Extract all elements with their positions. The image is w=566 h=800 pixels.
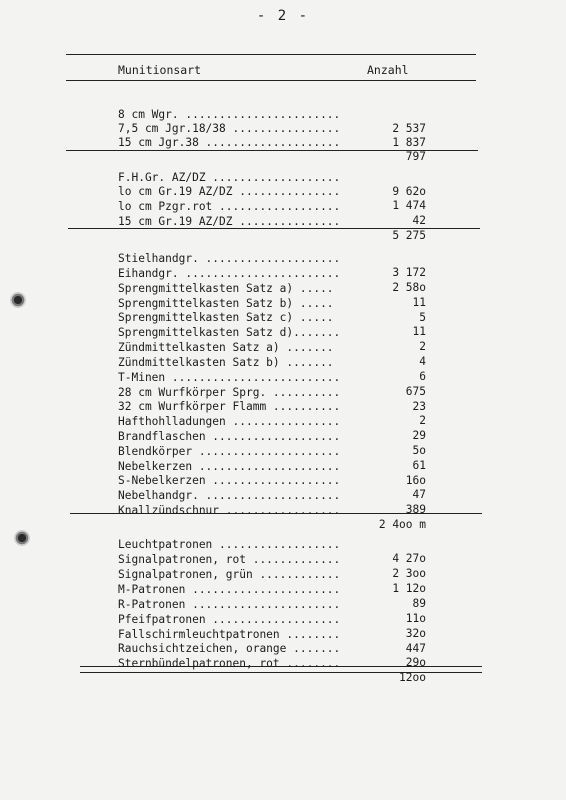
item-label: Pfeifpatronen ................... [118,613,341,626]
page-number: - 2 - [256,8,310,24]
item-label: Sprengmittelkasten Satz a) ..... [118,282,334,295]
item-count: 5 275 [392,229,426,242]
item-count: 797 [405,150,426,163]
item-count: 23 [412,400,426,413]
item-label: Knallzündschnur ................. [118,504,341,517]
item-label: Blendkörper ..................... [118,445,341,458]
item-count: 4 [419,355,426,368]
item-count: 11 [412,296,426,309]
item-label: Fallschirmleuchtpatronen ........ [118,628,341,641]
item-label: Sprengmittelkasten Satz c) ..... [118,311,334,324]
item-label: 15 cm Jgr.38 .................... [118,136,341,149]
item-label: R-Patronen ...................... [118,598,341,611]
item-label: 7,5 cm Jgr.18/38 ................ [118,122,341,135]
item-label: M-Patronen ...................... [118,583,341,596]
item-count: 2 [419,414,426,427]
item-label: Rauchsichtzeichen, orange ....... [118,642,341,655]
item-count: 12oo [399,671,426,684]
item-count: 2 537 [392,122,426,135]
item-count: 1 837 [392,136,426,149]
item-count: 3 172 [392,266,426,279]
item-label: Zündmittelkasten Satz a) ....... [118,341,334,354]
item-count: 61 [412,459,426,472]
item-label: S-Nebelkerzen ................... [118,474,341,487]
item-count: 2 58o [392,281,426,294]
item-count: 2 3oo [392,567,426,580]
item-count: 29 [412,429,426,442]
item-count: 42 [412,214,426,227]
item-label: Signalpatronen, rot ............. [118,553,341,566]
item-count: 1 474 [392,199,426,212]
item-label: 15 cm Gr.19 AZ/DZ ............... [118,215,341,228]
item-label: Sprengmittelkasten Satz b) ..... [118,297,334,310]
item-count: 4 27o [392,552,426,565]
item-label: Sprengmittelkasten Satz d)....... [118,326,341,339]
punch-hole [14,530,30,546]
item-label: T-Minen ......................... [118,371,341,384]
item-count: 5o [412,444,426,457]
item-count: 6 [419,370,426,383]
item-count: 447 [405,642,426,655]
header-rule [66,80,476,81]
item-count: 675 [405,385,426,398]
item-label: lo cm Pzgr.rot .................. [118,200,341,213]
column-header-type: Munitionsart [118,63,202,77]
item-count: 11 [412,325,426,338]
item-label: 8 cm Wgr. ....................... [118,108,341,121]
item-label: Leuchtpatronen .................. [118,538,341,551]
item-count: 2 [419,340,426,353]
item-count: 32o [405,627,426,640]
item-count: 47 [412,488,426,501]
item-label: Eihandgr. ....................... [118,267,341,280]
item-count: 389 [405,503,426,516]
item-count: 1 12o [392,582,426,595]
punch-hole [10,292,26,308]
item-label: F.H.Gr. AZ/DZ ................... [118,171,341,184]
item-label: Brandflaschen ................... [118,430,341,443]
column-header-count: Anzahl [367,63,409,77]
item-label: Nebelhandgr. .................... [118,489,341,502]
item-count: 89 [412,597,426,610]
item-count: 29o [405,656,426,669]
item-label: Zündmittelkasten Satz b) ....... [118,356,334,369]
item-count: 16o [405,474,426,487]
item-count: 2 4oo m [378,518,426,531]
item-label: lo cm Gr.19 AZ/DZ ............... [118,185,341,198]
item-label: 28 cm Wurfkörper Sprg. .......... [118,386,341,399]
item-label: Signalpatronen, grün ............ [118,568,341,581]
item-label: 32 cm Wurfkörper Flamm .......... [118,400,341,413]
table-top-rule [66,54,476,55]
item-count: 9 62o [392,185,426,198]
item-label: Nebelkerzen ..................... [118,460,341,473]
item-count: 5 [419,311,426,324]
item-label: Sternbündelpatronen, rot ........ [118,657,341,670]
item-count: 11o [405,612,426,625]
item-label: Hafthohlladungen ................ [118,415,341,428]
item-label: Stielhandgr. .................... [118,252,341,265]
